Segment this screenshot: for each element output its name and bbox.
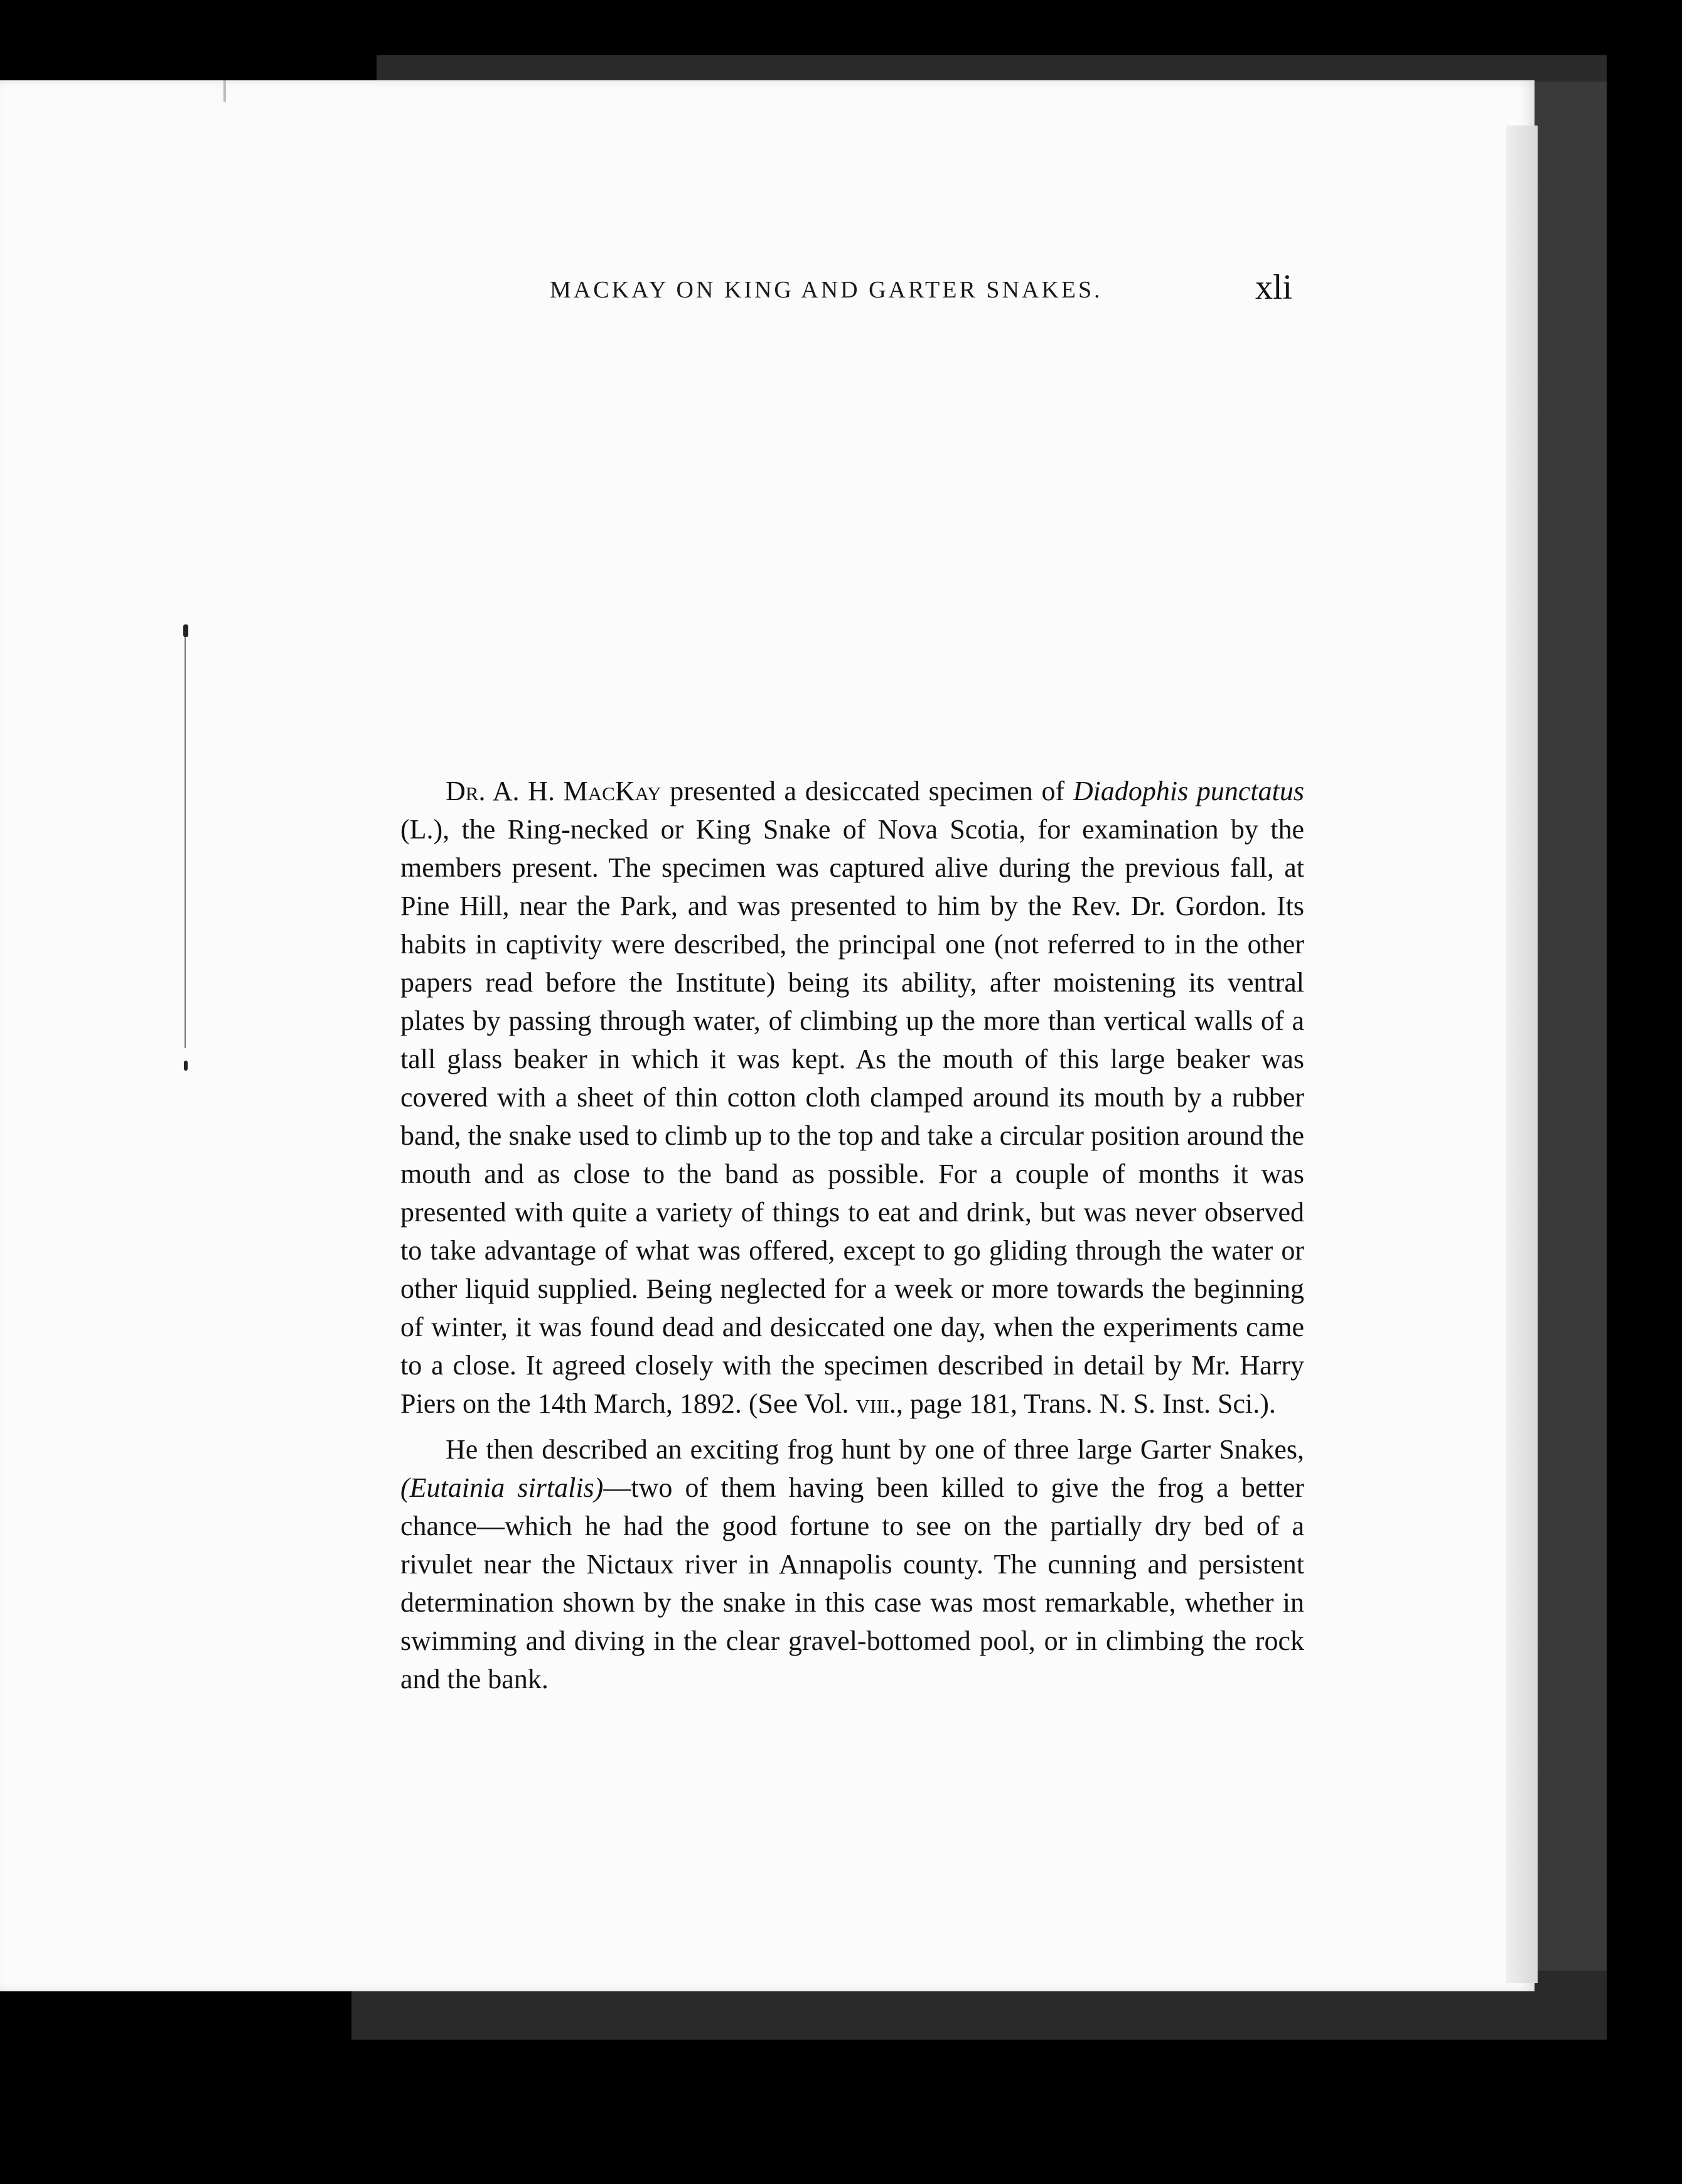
running-head: MACKAY ON KING AND GARTER SNAKES. <box>550 277 1103 303</box>
paragraph-text: presented a desiccated specimen of <box>661 776 1073 806</box>
body-text <box>400 772 1304 1706</box>
species-name: Diadophis punctatus <box>1073 776 1305 806</box>
margin-mark <box>183 624 188 637</box>
volume-number: viii <box>855 1388 889 1419</box>
paragraph-text: ., page 181, Trans. N. S. Inst. Sci.). <box>889 1388 1276 1419</box>
margin-rule <box>185 634 186 1048</box>
page-edge <box>1506 126 1538 1983</box>
paragraph-2 <box>400 1430 1304 1698</box>
page-fold <box>223 80 226 102</box>
paragraph-text: He then described an exciting frog hunt by one of three large Garter Snakes, <box>446 1434 1304 1465</box>
page-number: xli <box>1255 268 1293 307</box>
paragraph-1 <box>400 772 1304 1423</box>
author-name: Dr. A. H. MacKay <box>446 776 662 806</box>
margin-mark <box>184 1061 188 1071</box>
paragraph-text: —two of them having been killed to give the frog a better chance—which he had the good fortune to see on the partially dry bed of a rivulet near the Nictaux river in Annapolis county. The cunning and persistent determination shown by the snake in this case was most remarkable, whether in swimming and diving in the clear gravel-bottomed pool, or in climbing the rock and the bank. <box>400 1472 1305 1694</box>
paragraph-text: (L.), the Ring-necked or King Snake of Nova Scotia, for examination by the members present. The specimen was captured alive during the previous fall, at Pine Hill, near the Park, and was presented to him by the Rev. Dr. Gordon. Its habits in captivity were described, the principal one (not referred to in the other papers read before the Institute) being its ability, after moistening its ventral plates by passing through water, of climbing up the more than vertical walls of a tall glass beaker in which it was kept. As the mouth of this large beaker was covered with a sheet of thin cotton cloth clamped around its mouth by a rubber band, the snake used to climb up to the top and take a circular position around the mouth and as close to the band as possible. For a couple of months it was presented with quite a variety of things to eat and drink, but was never observed to take advantage of what was offered, except to go gliding through the water or other liquid supplied. Being neglected for a week or more towards the beginning of winter, it was found dead and desiccated one day, when the experiments came to a close. It agreed closely with the specimen described in detail by Mr. Harry Piers on the 14th March, 1892. (See Vol. <box>400 814 1304 1419</box>
scan-background-right <box>1531 82 1607 1977</box>
species-name: (Eutainia sirtalis) <box>400 1472 604 1503</box>
